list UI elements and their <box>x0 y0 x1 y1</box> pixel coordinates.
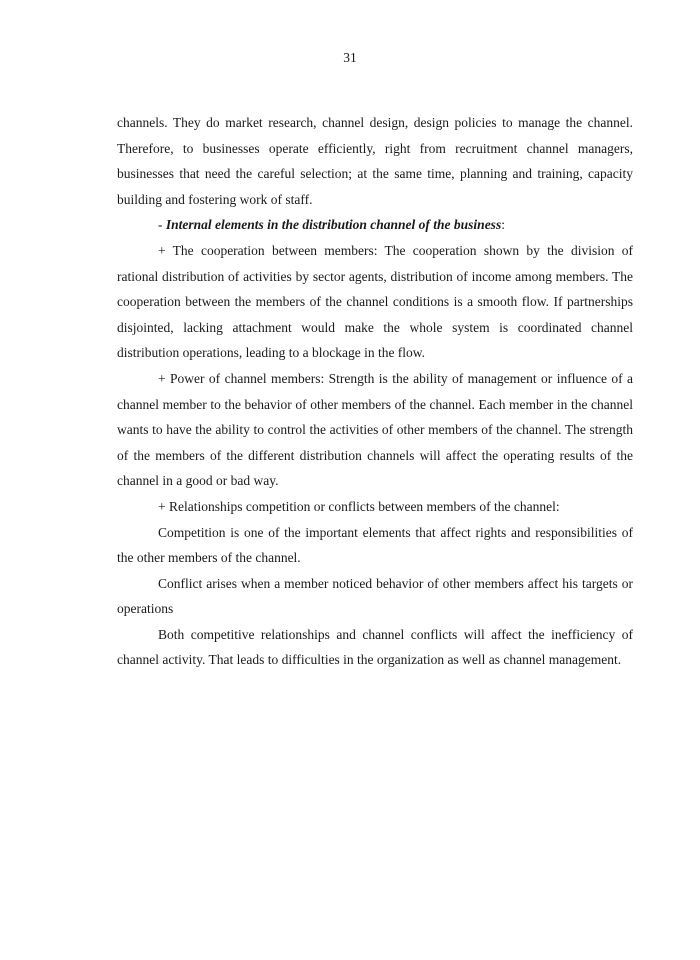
heading-suffix: : <box>501 217 505 233</box>
paragraph-channel-management: channels. They do market research, channel design, design policies to manage the channel. Therefore, to businesses operate efficiently, right from recruitment channel managers, businesses that need the careful selection; at the same time, planning and training, capacity building and fostering work of staff. <box>117 115 633 207</box>
paragraph-relationships: + Relationships competition or conflicts between members of the channel: <box>158 498 560 514</box>
page-body <box>117 110 633 673</box>
paragraph-conclusion: Both competitive relationships and channel conflicts will affect the inefficiency of channel activity. That leads to difficulties in the organization as well as channel management. <box>117 626 633 668</box>
paragraph-competition: Competition is one of the important elements that affect rights and responsibilities of the other members of the channel. <box>117 524 633 566</box>
heading-emphasis: Internal elements in the distribution channel of the business <box>165 217 502 233</box>
paragraph-cooperation: + The cooperation between members: The cooperation shown by the division of rational distribution of activities by sector agents, distribution of income among members. The cooperation between the members of the channel conditions is a smooth flow. If partnerships disjointed, lacking attachment would make the whole system is coordinated channel distribution operations, leading to a blockage in the flow. <box>117 242 633 361</box>
section-heading-internal-elements <box>117 212 633 238</box>
page-number: 31 <box>343 50 357 65</box>
paragraph-conflict: Conflict arises when a member noticed behavior of other members affect his targets or operations <box>117 575 633 617</box>
paragraph-power: + Power of channel members: Strength is the ability of management or influence of a channel member to the behavior of other members of the channel. Each member in the channel wants to have the ability to control the activities of other members of the channel. The strength of the members of the different distribution channels will affect the operating results of the channel in a good or bad way. <box>117 370 633 489</box>
heading-prefix: - <box>158 217 166 233</box>
